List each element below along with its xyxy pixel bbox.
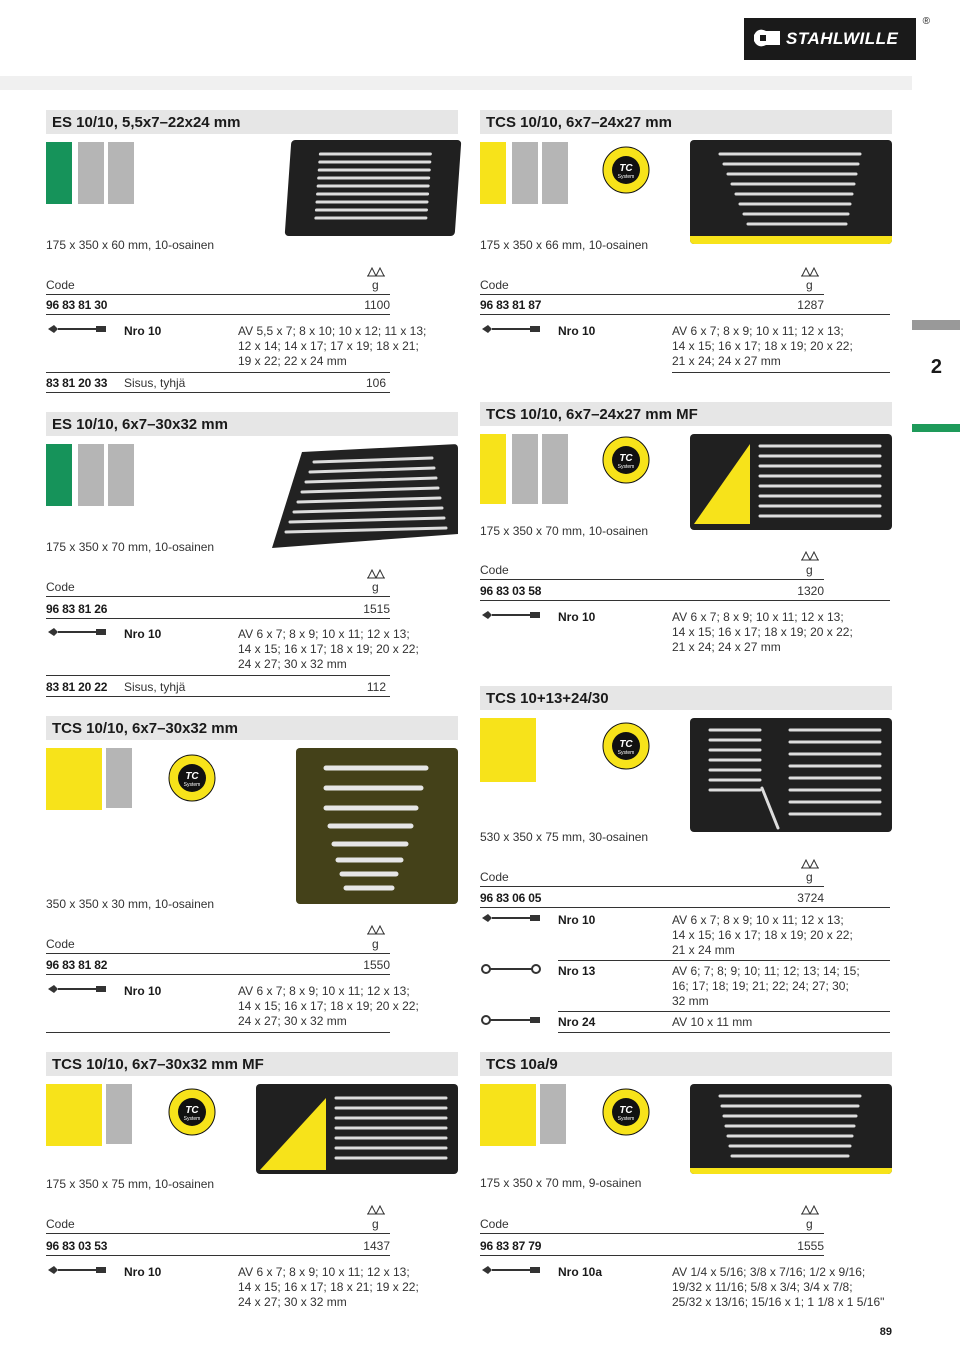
dimensions-tcs5: 530 x 350 x 75 mm, 30-osainen	[480, 830, 649, 844]
tool-desc-line: AV 6 x 7; 8 x 9; 10 x 11; 12 x 13;	[672, 610, 844, 624]
stahlwille-logo	[744, 16, 930, 60]
product-image-es1	[285, 140, 462, 236]
code-label: Code	[480, 870, 509, 884]
wrench-icon	[480, 324, 542, 334]
code-label: Code	[480, 278, 509, 292]
tool-desc-line: AV 6; 7; 8; 9; 10; 11; 12; 13; 14; 15;	[672, 964, 860, 978]
color-swatch-grey	[78, 142, 104, 204]
wrench-icon	[480, 610, 542, 620]
svg-text:TC: TC	[619, 453, 633, 464]
insert-code: 83 81 20 33	[46, 376, 108, 390]
tool-number: Nro 10	[124, 627, 162, 641]
divider	[46, 294, 390, 295]
wrench-set-image	[690, 140, 892, 244]
scale-icon	[366, 924, 386, 936]
scale-icon	[800, 1204, 820, 1216]
tool-desc-line: 24 x 27; 30 x 32 mm	[238, 1014, 347, 1028]
color-swatch-yellow	[480, 718, 536, 782]
tc-system-logo	[602, 1088, 650, 1136]
weight-value: 1320	[797, 584, 824, 598]
wrench-set-image	[256, 1084, 458, 1174]
divider	[46, 675, 390, 676]
divider	[46, 1233, 390, 1234]
wrench-logo-icon	[752, 25, 782, 53]
section-title-tcs5: TCS 10+13+24/30	[480, 686, 892, 710]
insert-desc: Sisus, tyhjä	[124, 680, 186, 694]
divider	[480, 314, 890, 315]
section-title-es1: ES 10/10, 5,5x7–22x24 mm	[46, 110, 458, 134]
code-label: Code	[46, 937, 75, 951]
tool-desc-line: 24 x 27; 30 x 32 mm	[238, 1295, 347, 1309]
tool-desc-line: 14 x 15; 16 x 17; 18 x 21; 19 x 22;	[238, 1280, 419, 1294]
g-label: g	[372, 937, 379, 951]
scale-icon	[800, 266, 820, 278]
weight-value: 1287	[797, 298, 824, 312]
wrench-set-image	[690, 1084, 892, 1174]
divider	[46, 696, 390, 697]
divider	[480, 907, 890, 908]
color-swatch-green	[46, 142, 72, 204]
logo-text: STAHLWILLE	[786, 29, 899, 48]
tc-system-logo	[602, 436, 650, 484]
scale-icon	[366, 568, 386, 580]
weight-value: 1100	[364, 298, 390, 312]
tool-desc-line: 16; 17; 18; 19; 21; 22; 24; 27; 30;	[672, 979, 849, 993]
section-title-tcs1: TCS 10/10, 6x7–30x32 mm	[46, 716, 458, 740]
tool-number: Nro 10	[124, 1265, 162, 1279]
tool-desc-line: 32 mm	[672, 994, 709, 1008]
tool-desc-line: 25/32 x 13/16; 15/16 x 1; 1 1/8 x 1 5/16"	[672, 1295, 885, 1309]
wrench-icon	[46, 1265, 108, 1275]
svg-text:TC: TC	[619, 163, 633, 174]
divider	[480, 1233, 824, 1234]
svg-text:TC: TC	[619, 1105, 633, 1116]
tool-desc-line: 19 x 22; 22 x 24 mm	[238, 354, 347, 368]
article-code: 96 83 81 26	[46, 602, 108, 616]
tool-desc-line: 21 x 24; 24 x 27 mm	[672, 640, 781, 654]
wrench-set-image	[296, 748, 458, 904]
scale-icon	[800, 550, 820, 562]
svg-text:System: System	[183, 782, 201, 788]
code-label: Code	[46, 1217, 75, 1231]
article-code: 96 83 06 05	[480, 891, 542, 905]
tool-desc-line: 14 x 15; 16 x 17; 18 x 19; 20 x 22;	[672, 339, 853, 353]
product-image-tcs2	[256, 1084, 458, 1174]
color-swatch-grey	[108, 444, 134, 506]
article-code: 96 83 03 53	[46, 1239, 108, 1253]
divider	[480, 294, 824, 295]
code-label: Code	[480, 1217, 509, 1231]
color-swatch-yellow	[480, 434, 506, 504]
side-tab-line	[912, 320, 960, 330]
tool-desc-line: 14 x 15; 16 x 17; 18 x 19; 20 x 22;	[672, 625, 853, 639]
tool-number: Nro 10	[558, 324, 596, 338]
insert-weight: 112	[366, 680, 386, 694]
divider	[46, 974, 390, 975]
tool-desc-line: AV 5,5 x 7; 8 x 10; 10 x 12; 11 x 13;	[238, 324, 427, 338]
dimensions-es2: 175 x 350 x 70 mm, 10-osainen	[46, 540, 215, 554]
weight-value: 1550	[363, 958, 390, 972]
tool-desc-line: AV 1/4 x 5/16; 3/8 x 7/16; 1/2 x 9/16;	[672, 1265, 866, 1279]
wrench-icon	[46, 627, 108, 637]
tool-desc-line: 12 x 14; 14 x 17; 17 x 19; 18 x 21;	[238, 339, 419, 353]
color-swatch-grey	[108, 142, 134, 204]
divider	[46, 596, 390, 597]
tool-desc-line: AV 6 x 7; 8 x 9; 10 x 11; 12 x 13;	[672, 324, 844, 338]
tool-desc-line: 14 x 15; 16 x 17; 18 x 19; 20 x 22;	[238, 642, 419, 656]
wrench-set-image	[285, 140, 462, 236]
g-label: g	[806, 278, 813, 292]
divider	[46, 618, 390, 619]
divider	[672, 372, 890, 373]
g-label: g	[372, 278, 379, 292]
section-title-es2: ES 10/10, 6x7–30x32 mm	[46, 412, 458, 436]
tool-desc-line: AV 6 x 7; 8 x 9; 10 x 11; 12 x 13;	[238, 627, 410, 641]
g-label: g	[372, 1217, 379, 1231]
divider	[558, 960, 890, 961]
code-label: Code	[46, 278, 75, 292]
tool-desc-line: 14 x 15; 16 x 17; 18 x 19; 20 x 22;	[672, 928, 853, 942]
color-swatch-yellow	[46, 748, 102, 810]
divider	[46, 953, 390, 954]
tc-system-logo	[602, 146, 650, 194]
scale-icon	[366, 1204, 386, 1216]
svg-text:System: System	[617, 174, 635, 180]
dimensions-es1: 175 x 350 x 60 mm, 10-osainen	[46, 238, 215, 252]
divider	[46, 392, 390, 393]
tool-number: Nro 24	[558, 1015, 596, 1029]
svg-text:System: System	[183, 1116, 201, 1122]
divider	[558, 1032, 890, 1033]
section-title-tcs4: TCS 10/10, 6x7–24x27 mm MF	[480, 402, 892, 426]
insert-code: 83 81 20 22	[46, 680, 108, 694]
registered-mark: ®	[922, 16, 930, 27]
dimensions-tcs1: 350 x 350 x 30 mm, 10-osainen	[46, 897, 215, 911]
divider	[46, 372, 390, 373]
weight-value: 1555	[797, 1239, 824, 1253]
svg-text:TC: TC	[619, 739, 633, 750]
divider	[46, 1032, 390, 1033]
wrench-icon	[46, 324, 108, 334]
color-swatch-grey	[540, 1084, 566, 1144]
tool-desc-line: AV 6 x 7; 8 x 9; 10 x 11; 12 x 13;	[672, 913, 844, 927]
product-image-es2	[262, 444, 458, 548]
wrench-set-image	[690, 718, 892, 832]
divider	[480, 886, 824, 887]
product-image-tcs3	[690, 140, 892, 244]
tool-number: Nro 13	[558, 964, 596, 978]
tool-number: Nro 10	[124, 324, 162, 338]
g-label: g	[806, 870, 813, 884]
svg-text:TC: TC	[185, 771, 199, 782]
code-label: Code	[480, 563, 509, 577]
dimensions-tcs3: 175 x 350 x 66 mm, 10-osainen	[480, 238, 649, 252]
tool-number: Nro 10	[558, 913, 596, 927]
g-label: g	[806, 1217, 813, 1231]
insert-weight: 106	[365, 376, 386, 390]
chapter-number: 2	[930, 356, 942, 378]
wrench-icon	[480, 1265, 542, 1275]
tool-desc-line: 21 x 24 mm	[672, 943, 735, 957]
top-band	[0, 76, 912, 90]
side-tab-green	[912, 424, 960, 432]
color-swatch-yellow	[480, 1084, 536, 1146]
color-swatch-grey	[106, 1084, 132, 1144]
tc-system-logo	[602, 722, 650, 770]
svg-text:System: System	[617, 1116, 635, 1122]
tool-number: Nro 10	[558, 610, 596, 624]
dimensions-tcs2: 175 x 350 x 75 mm, 10-osainen	[46, 1177, 215, 1191]
article-code: 96 83 03 58	[480, 584, 542, 598]
tool-desc-line: AV 6 x 7; 8 x 9; 10 x 11; 12 x 13;	[238, 984, 410, 998]
color-swatch-grey	[542, 434, 568, 504]
ring-wrench-icon	[480, 964, 542, 974]
weight-value: 1437	[363, 1239, 390, 1253]
tool-desc-line: AV 6 x 7; 8 x 9; 10 x 11; 12 x 13;	[238, 1265, 410, 1279]
article-code: 96 83 81 30	[46, 298, 108, 312]
combination-wrench-icon	[480, 1015, 542, 1025]
tc-system-logo	[168, 1088, 216, 1136]
color-swatch-grey	[106, 748, 132, 808]
scale-icon	[800, 858, 820, 870]
tool-number: Nro 10	[124, 984, 162, 998]
color-swatch-green	[46, 444, 72, 506]
code-label: Code	[46, 580, 75, 594]
color-swatch-yellow	[480, 142, 506, 204]
divider	[480, 579, 824, 580]
wrench-set-image	[690, 434, 892, 530]
dimensions-tcs4: 175 x 350 x 70 mm, 10-osainen	[480, 524, 649, 538]
section-title-tcs3: TCS 10/10, 6x7–24x27 mm	[480, 110, 892, 134]
svg-text:System: System	[617, 750, 635, 756]
product-image-tcs6	[690, 1084, 892, 1174]
g-label: g	[806, 563, 813, 577]
wrench-icon	[480, 913, 542, 923]
scale-icon	[366, 266, 386, 278]
color-swatch-grey	[512, 434, 538, 504]
section-title-tcs6: TCS 10a/9	[480, 1052, 892, 1076]
tool-desc-line: AV 10 x 11 mm	[672, 1015, 753, 1029]
color-swatch-grey	[542, 142, 568, 204]
tool-desc-line: 14 x 15; 16 x 17; 18 x 19; 20 x 22;	[238, 999, 419, 1013]
wrench-icon	[46, 984, 108, 994]
tool-number: Nro 10a	[558, 1265, 603, 1279]
divider	[46, 1255, 390, 1256]
tc-system-logo	[168, 754, 216, 802]
color-swatch-grey	[78, 444, 104, 506]
weight-value: 3724	[797, 891, 824, 905]
article-code: 96 83 81 82	[46, 958, 108, 972]
product-image-tcs1	[296, 748, 458, 904]
tool-desc-line: 19/32 x 11/16; 5/8 x 3/4; 3/4 x 7/8;	[672, 1280, 853, 1294]
insert-desc: Sisus, tyhjä	[124, 376, 186, 390]
svg-text:TC: TC	[185, 1105, 199, 1116]
color-swatch-yellow	[46, 1084, 102, 1146]
weight-value: 1515	[363, 602, 390, 616]
article-code: 96 83 81 87	[480, 298, 542, 312]
divider	[558, 1011, 890, 1012]
divider	[480, 1255, 824, 1256]
divider	[480, 600, 890, 601]
dimensions-tcs6: 175 x 350 x 70 mm, 9-osainen	[480, 1176, 642, 1190]
color-swatch-grey	[512, 142, 538, 204]
tool-desc-line: 21 x 24; 24 x 27 mm	[672, 354, 781, 368]
tool-desc-line: 24 x 27; 30 x 32 mm	[238, 657, 347, 671]
g-label: g	[372, 580, 379, 594]
section-title-tcs2: TCS 10/10, 6x7–30x32 mm MF	[46, 1052, 458, 1076]
wrench-set-image	[262, 444, 458, 548]
page-number: 89	[879, 1326, 892, 1338]
divider	[46, 314, 390, 315]
article-code: 96 83 87 79	[480, 1239, 542, 1253]
product-image-tcs4	[690, 434, 892, 530]
product-image-tcs5	[690, 718, 892, 832]
svg-text:System: System	[617, 464, 635, 470]
